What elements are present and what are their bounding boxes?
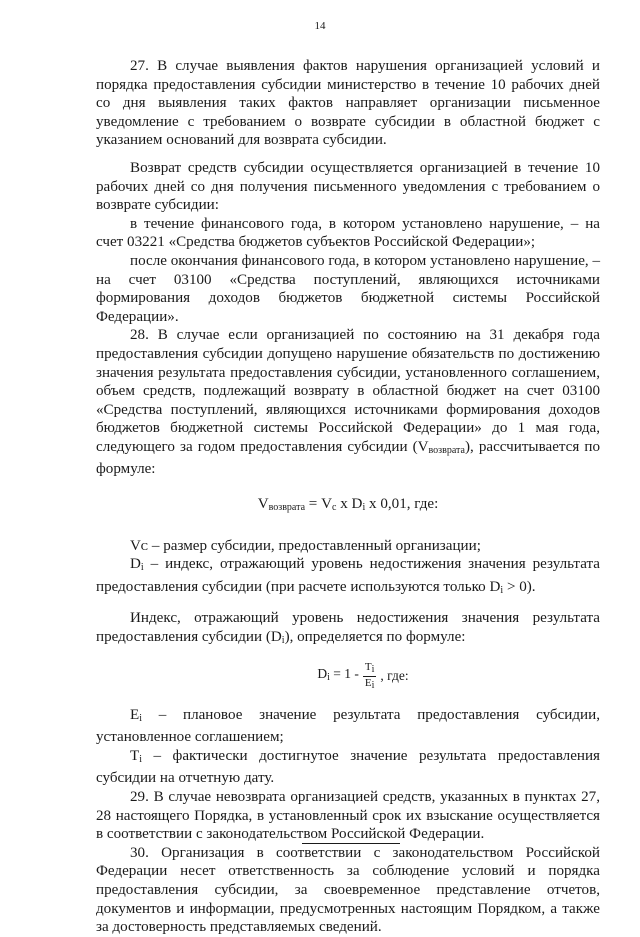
end-rule xyxy=(302,843,400,844)
definition-vc: Vᴄ – размер субсидии, предоставленный организации; xyxy=(130,537,481,554)
paragraph-after-year-account: после окончания финансового года, в котором установлено нарушение, – на счет 03100 «Средства поступлений, являющихся источниками формирования доходов бюджетов бюджетной системы Российской Федерации». xyxy=(96,252,600,325)
v-return-subscript: возврата xyxy=(428,444,465,456)
paragraph-29: 29. В случае невозврата организацией средств, указанных в пунктах 27, 28 настоящего Порядка, в установленный срок их взыскание осуществляется в соответствии с законодательством Российской Федерации. xyxy=(96,789,600,843)
formula-di: $D_i = 1$ - $\frac{T_i}{E_i}$ , где: xyxy=(317,660,409,691)
definition-di: $D_i$ – индекс, отражающий уровень недостижения значения результата предоставления субсидии (при расчете используются только $D_i > 0$). xyxy=(96,556,600,596)
paragraph-27: 27. В случае выявления фактов нарушения организацией условий и порядка предоставления субсидии министерство в течение 10 рабочих дней со дня выявления таких фактов направляет организации письменное уведомление с требованием о возврате субсидии в областной бюджет с указанием оснований для возврата субсидии. xyxy=(96,58,600,149)
definition-ei: $E_i$ – плановое значение результата предоставления субсидии, установленное соглашением; xyxy=(96,706,600,746)
paragraph-return-procedure: Возврат средств субсидии осуществляется организацией в течение 10 рабочих дней со дня получения письменного уведомления с требованием о возврате субсидии: xyxy=(96,159,600,214)
formula-v-return: $V_{возврата} = V_c$ x $D_i$ x 0,01, где: xyxy=(257,496,439,514)
paragraph-28-text: 28. В случае если организацией по состоянию на 31 декабря года предоставления субсидии допущено нарушение обязательств по достижению значения результата предоставления субсидии, установленного соглашением, объем средств, подлежащий возврату в областной бюджет на счет 03100 «Средства поступлений, являющихся источниками формирования доходов бюджетов бюджетной системы Российской Федерации» до 1 мая года, следующего за годом предоставления субсидии (V xyxy=(96,327,600,455)
paragraph-30: 30. Организация в соответствии с законодательством Российской Федерации несет ответственность за соблюдение условий и порядка предоставления субсидии, за своевременное представление отчетов, документов и информации, предусмотренных настоящим Порядком, а также за достоверность представляемых сведений. xyxy=(96,844,600,936)
document-body xyxy=(96,57,600,937)
paragraph-index-formula-intro: Индекс, отражающий уровень недостижения значения результата предоставления субсидии $(D_i)$, определяется по формуле: xyxy=(96,610,600,647)
fraction-ti-ei: $\frac{T_i}{E_i}$ xyxy=(364,660,375,691)
paragraph-28 xyxy=(96,326,600,479)
paragraph-current-year-account: в течение финансового года, в котором установлено нарушение, – на счет 03221 «Средства бюджетов субъектов Российской Федерации»; xyxy=(96,215,600,251)
paragraph-28-tail: ), рассчитывается по формуле: xyxy=(96,438,601,478)
page-number: 14 xyxy=(314,20,326,32)
definition-ti: $T_i$ – фактически достигнутое значение результата предоставления субсидии на отчетную дату. xyxy=(96,747,600,787)
